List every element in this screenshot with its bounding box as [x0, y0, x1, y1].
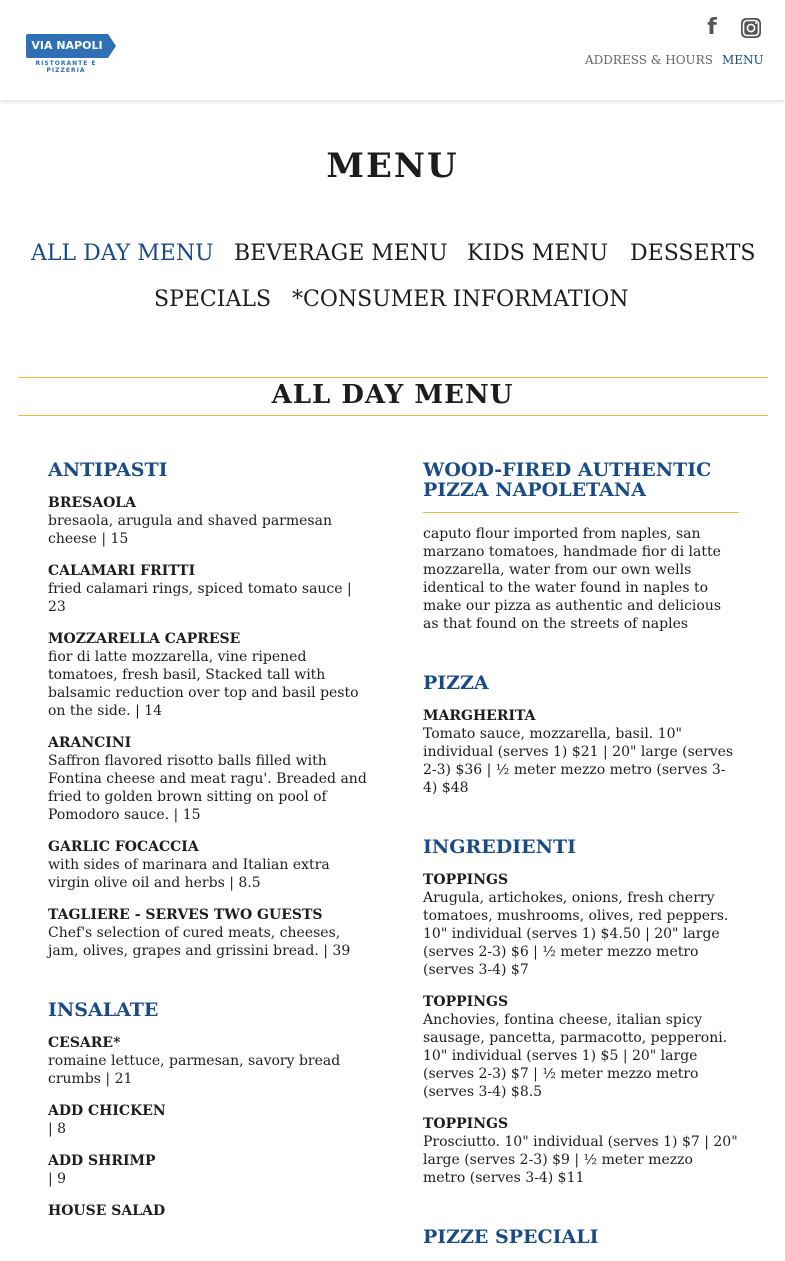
item-description: Tomato sauce, mozzarella, basil. 10" individual (serves 1) $21 | 20" large (serves 2-3) $36 | ½ meter mezzo metro (serves 3-4) $48	[423, 726, 734, 796]
menu-item	[48, 630, 368, 720]
menu-right-column	[423, 460, 739, 1261]
menu-item	[48, 1102, 368, 1138]
item-name: TAGLIERE - SERVES TWO GUESTS	[48, 907, 323, 923]
via-napoli-logo[interactable]	[16, 34, 116, 74]
logo-subtitle: RISTORANTE E PIZZERIA	[35, 60, 97, 74]
menu-left-column	[48, 460, 368, 1234]
item-name: ARANCINI	[48, 735, 132, 751]
facebook-icon[interactable]: f	[707, 15, 717, 40]
tab-desserts[interactable]: DESSERTS	[630, 241, 756, 266]
menu-item	[423, 993, 739, 1101]
menu-item	[48, 838, 368, 892]
item-description: Prosciutto. 10" individual (serves 1) $7 | 20" large (serves 2-3) $9 | ½ meter mezzo metro (serves 3-4) $11	[423, 1134, 738, 1186]
page-title: MENU	[326, 146, 459, 186]
pizza-intro-text: caputo flour imported from naples, san marzano tomatoes, handmade fior di latte mozzarella, water from our own wells identical to the water found in naples to make our pizza as authentic and delicious as that found on the streets of naples	[423, 526, 722, 632]
item-description: Arugula, artichokes, onions, fresh cherry tomatoes, mushrooms, olives, red peppers. 10" individual (serves 1) $4.50 | 20" large (serves 2-3) $6 | ½ meter mezzo metro (serves 3-4) $7	[423, 890, 729, 978]
nav-menu[interactable]: MENU	[722, 53, 764, 67]
site-header	[0, 0, 785, 100]
menu-item	[48, 1202, 368, 1220]
category-insalate: INSALATE	[48, 999, 159, 1021]
item-name: ADD SHRIMP	[48, 1153, 156, 1169]
menu-item	[48, 906, 368, 960]
tab-all-day-menu[interactable]: ALL DAY MENU	[31, 241, 214, 266]
item-name: CALAMARI FRITTI	[48, 563, 196, 579]
item-description: fried calamari rings, spiced tomato sauce | 23	[48, 581, 352, 615]
menu-item	[48, 1034, 368, 1088]
item-name: HOUSE SALAD	[48, 1203, 166, 1219]
menu-item	[423, 1115, 739, 1187]
item-name: CESARE*	[48, 1035, 121, 1051]
item-name: BRESAOLA	[48, 495, 137, 511]
item-name: TOPPINGS	[423, 1116, 509, 1132]
category-pizza-napoletana: WOOD-FIRED AUTHENTIC PIZZA NAPOLETANA	[423, 459, 712, 501]
item-name: MARGHERITA	[423, 708, 536, 724]
item-description: fior di latte mozzarella, vine ripened tomatoes, fresh basil, Stacked tall with balsamic reduction over top and basil pesto on the side. | 14	[48, 649, 359, 719]
category-rule	[423, 512, 739, 513]
item-name: GARLIC FOCACCIA	[48, 839, 199, 855]
category-antipasti: ANTIPASTI	[48, 459, 168, 481]
nav-address-hours[interactable]: ADDRESS & HOURS	[585, 53, 713, 67]
item-description: bresaola, arugula and shaved parmesan cheese | 15	[48, 513, 332, 547]
item-name: TOPPINGS	[423, 994, 509, 1010]
section-rule-bottom	[18, 415, 768, 416]
item-description: | 8	[48, 1121, 67, 1137]
logo-badge: VIA NAPOLI	[26, 34, 108, 58]
menu-item	[48, 562, 368, 616]
menu-item	[48, 734, 368, 824]
item-name: TOPPINGS	[423, 872, 509, 888]
category-pizza: PIZZA	[423, 672, 489, 694]
menu-item	[48, 1152, 368, 1188]
menu-item	[423, 871, 739, 979]
tab-beverage-menu[interactable]: BEVERAGE MENU	[234, 241, 448, 266]
category-ingredienti: INGREDIENTI	[423, 836, 576, 858]
menu-item	[423, 707, 739, 797]
section-title: ALL DAY MENU	[271, 380, 514, 410]
item-description: romaine lettuce, parmesan, savory bread crumbs | 21	[48, 1053, 341, 1087]
item-name: ADD CHICKEN	[48, 1103, 166, 1119]
item-description: Saffron flavored risotto balls filled with Fontina cheese and meat ragu'. Breaded and fried to golden brown sitting on pool of Pomodoro sauce. | 15	[48, 753, 367, 823]
item-description: Anchovies, fontina cheese, italian spicy sausage, pancetta, parmacotto, pepperoni. 10" individual (serves 1) $5 | 20" large (serves 2-3) $7 | ½ meter mezzo metro (serves 3-4) $8.5	[423, 1012, 728, 1100]
item-name: MOZZARELLA CAPRESE	[48, 631, 241, 647]
instagram-icon[interactable]	[739, 16, 763, 40]
section-rule-top	[18, 377, 768, 378]
item-description: Chef's selection of cured meats, cheeses, jam, olives, grapes and grissini bread. | 39	[48, 925, 351, 959]
category-pizze-speciali: PIZZE SPECIALI	[423, 1226, 599, 1248]
item-description: with sides of marinara and Italian extra virgin olive oil and herbs | 8.5	[48, 857, 330, 891]
tab-specials[interactable]: SPECIALS	[154, 287, 272, 312]
tab-consumer-information[interactable]: *CONSUMER INFORMATION	[292, 287, 629, 312]
menu-item	[48, 494, 368, 548]
tab-kids-menu[interactable]: KIDS MENU	[467, 241, 609, 266]
item-description: | 9	[48, 1171, 67, 1187]
